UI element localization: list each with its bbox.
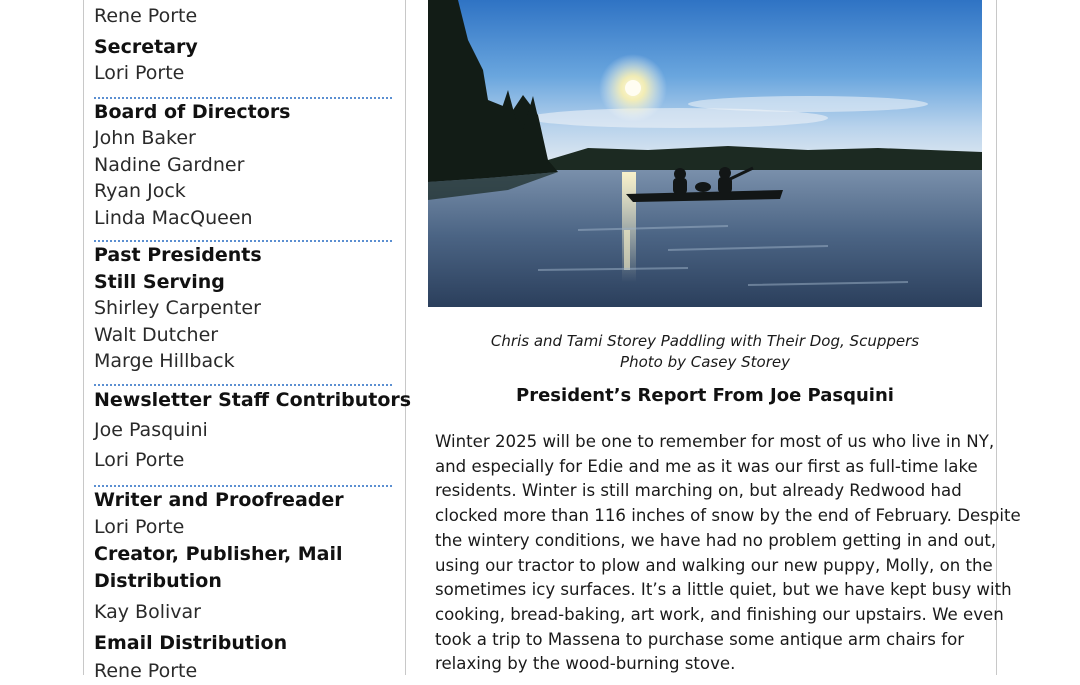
director-name: John Baker [94,127,196,149]
role-heading-still-serving: Still Serving [94,270,225,293]
photo-caption-line: Chris and Tami Storey Paddling with Their Dog, Scuppers [490,332,920,350]
officer-name: Lori Porte [94,62,185,84]
contributor-name: Lori Porte [94,449,185,471]
role-heading-distribution: Distribution [94,569,222,592]
photo-image [428,0,982,307]
report-title: President’s Report From Joe Pasquini [516,385,894,406]
role-heading-email-distribution: Email Distribution [94,631,288,654]
role-heading-past-presidents: Past Presidents [94,244,262,266]
creator-name: Kay Bolivar [94,601,201,623]
contributor-name: Joe Pasquini [94,419,208,441]
report-body-line: clocked more than 116 inches of snow by the end of February. Despite [435,506,1021,526]
email-distributor-name: Rene Porte [94,660,198,682]
report-body-line: took a trip to Massena to purchase some antique arm chairs for [435,629,965,649]
role-heading-secretary: Secretary [94,35,198,58]
report-body-line: sometimes icy surfaces. It’s a little quiet, but we have kept busy with [435,580,1012,600]
report-body-line: relaxing by the wood-burning stove. [435,654,736,674]
main-column [406,0,1021,675]
kayak-sunset-photo [428,0,982,307]
director-name: Nadine Gardner [94,153,245,176]
report-body-line: residents. Winter is still marching on, but already Redwood had [435,481,962,501]
report-body-line: Winter 2025 will be one to remember for most of us who live in NY, [435,432,995,451]
report-body-line: the wintery conditions, we have had no problem getting in and out, [435,530,997,550]
officers-sidebar [83,0,412,682]
report-body-line: and especially for Edie and me as it was our first as full-time lake [435,456,978,476]
director-name: Linda MacQueen [94,206,253,229]
past-president-name: Marge Hillback [94,350,235,372]
past-president-name: Shirley Carpenter [94,297,261,319]
writer-name: Lori Porte [94,515,185,538]
role-heading-creator: Creator, Publisher, Mail [94,543,343,565]
photo-credit-line: Photo by Casey Storey [620,353,790,371]
report-body-line: cooking, bread-baking, art work, and finishing our upstairs. We even [435,604,1004,624]
report-body-line: using our tractor to plow and walking our new puppy, Molly, on the [435,555,993,575]
director-name: Ryan Jock [94,180,186,202]
officer-name: Rene Porte [94,5,198,27]
past-president-name: Walt Dutcher [94,323,219,346]
report-body [435,430,1021,677]
role-heading-writer: Writer and Proofreader [94,489,344,511]
role-heading-newsletter-staff: Newsletter Staff Contributors [94,388,412,411]
section-divider [94,384,392,386]
role-heading-board: Board of Directors [94,100,291,123]
